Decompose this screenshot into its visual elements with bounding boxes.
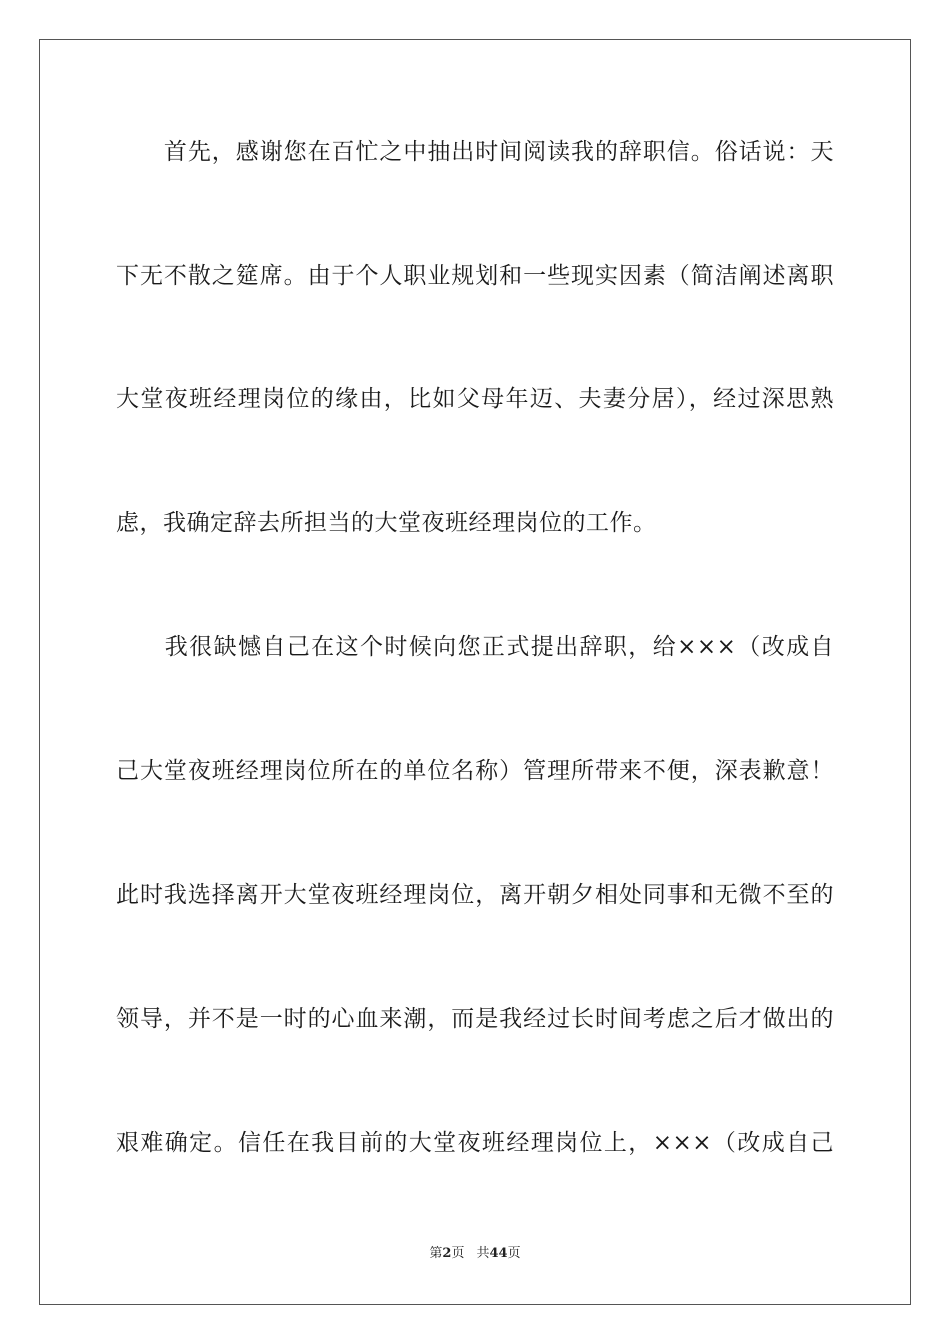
text-line-5: 我很缺憾自己在这个时候向您正式提出辞职，给×××（改成自 [116, 634, 834, 660]
footer-total-pages: 44 [489, 1246, 508, 1261]
text-line-6: 己大堂夜班经理岗位所在的单位名称）管理所带来不便，深表歉意！ [116, 758, 834, 784]
text-line-2: 下无不散之筵席。由于个人职业规划和一些现实因素（简洁阐述离职 [116, 263, 834, 289]
footer-total-prefix: 共 [476, 1246, 490, 1261]
text-line-9: 艰难确定。信任在我目前的大堂夜班经理岗位上，×××（改成自己 [116, 1130, 834, 1156]
footer-page-number: 2 [442, 1246, 452, 1261]
text-line-4: 虑，我确定辞去所担当的大堂夜班经理岗位的工作。 [116, 510, 657, 536]
text-line-7: 此时我选择离开大堂夜班经理岗位，离开朝夕相处同事和无微不至的 [116, 882, 834, 908]
footer-page-suffix: 页 [451, 1246, 465, 1261]
text-line-3: 大堂夜班经理岗位的缘由，比如父母年迈、夫妻分居），经过深思熟 [116, 386, 834, 412]
page-border [39, 39, 911, 1305]
footer-total-suffix: 页 [507, 1246, 521, 1261]
text-line-1: 首先，感谢您在百忙之中抽出时间阅读我的辞职信。俗话说：天 [116, 139, 834, 165]
page-footer [0, 1246, 950, 1262]
footer-page-prefix: 第 [429, 1246, 443, 1261]
text-line-8: 领导，并不是一时的心血来潮，而是我经过长时间考虑之后才做出的 [116, 1006, 834, 1032]
